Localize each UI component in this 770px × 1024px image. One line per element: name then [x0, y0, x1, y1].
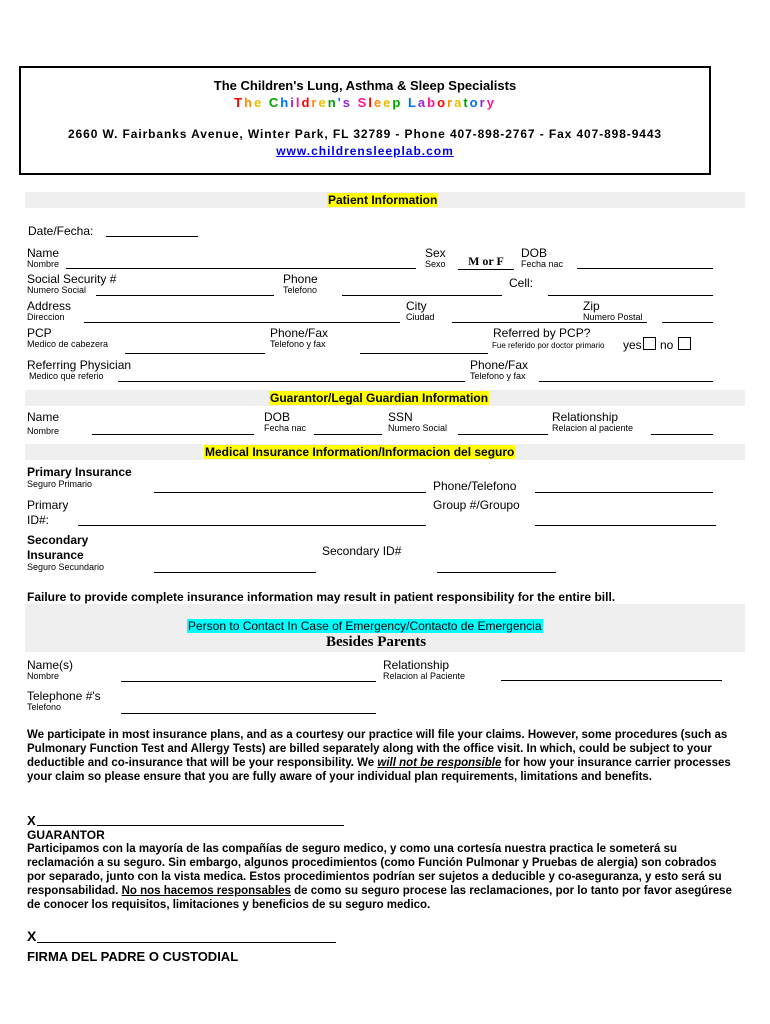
- guarantor-name-label: Name: [27, 410, 60, 424]
- secondary-insurance-label-2: Insurance: [27, 548, 84, 562]
- guarantor-signature-x: X: [27, 813, 36, 828]
- policy-english-a: We participate in most insurance plans, and as a courtesy our practice will file your claims. However, some procedures (such as Pulmonary Function Test and Allergy Tests) are billed separately along with the office visit. In which, could be subject to your deductible and co-insurance that will be your responsibility. We: [27, 729, 728, 769]
- lab-name-letter: r: [447, 95, 455, 110]
- primary-insurance-field[interactable]: [154, 492, 426, 493]
- guarantor-heading: Guarantor/Legal Guardian Information: [270, 391, 489, 405]
- emergency-rel-field[interactable]: [501, 680, 722, 681]
- lab-name-letter: n: [327, 95, 338, 110]
- clinic-name: The Children's Lung, Asthma & Sleep Specialists: [213, 78, 517, 93]
- secondary-insurance-field[interactable]: [154, 572, 316, 573]
- sex-field[interactable]: M or F: [458, 254, 514, 270]
- primary-insurance-sub: Seguro Primario: [27, 479, 93, 489]
- parent-signature-x: X: [27, 928, 37, 944]
- city-sub: Ciudad: [406, 312, 435, 322]
- lab-name-letter: r: [479, 95, 487, 110]
- emergency-tel-field[interactable]: [121, 713, 376, 714]
- no-option[interactable]: [660, 337, 691, 352]
- referred-label: Referred by PCP?: [493, 326, 591, 340]
- insurance-phone-label: Phone/Telefono: [433, 479, 517, 493]
- name-field[interactable]: [66, 268, 416, 269]
- address-label: Address: [27, 299, 72, 313]
- yes-label: yes: [623, 338, 642, 352]
- primary-id-label-2: ID#:: [27, 513, 50, 527]
- sex-label: Sex: [425, 246, 446, 260]
- lab-name-letter: y: [486, 95, 496, 110]
- lab-name-letter: l: [295, 95, 302, 110]
- insurance-phone-field[interactable]: [535, 492, 713, 493]
- date-field[interactable]: [106, 236, 198, 237]
- ref-physician-field[interactable]: [118, 381, 465, 382]
- secondary-id-field[interactable]: [437, 572, 556, 573]
- ssn-sub: Numero Social: [27, 285, 87, 295]
- group-label: Group #/Groupo: [433, 498, 520, 512]
- emergency-names-field[interactable]: [121, 681, 376, 682]
- zip-sub: Numero Postal: [583, 312, 643, 322]
- emergency-tel-label: Telephone #'s: [27, 689, 101, 703]
- guarantor-dob-label: DOB: [264, 410, 291, 424]
- lab-name-letter: d: [301, 95, 312, 110]
- guarantor-signature-field[interactable]: [37, 825, 344, 826]
- emergency-rel-sub: Relacion al Paciente: [383, 671, 466, 681]
- guarantor-name-sub: Nombre: [27, 426, 60, 436]
- lab-name-letter: o: [437, 95, 448, 110]
- guarantor-rel-field[interactable]: [651, 434, 713, 435]
- lab-name-letter: ': [337, 95, 343, 110]
- guarantor-dob-sub: Fecha nac: [264, 423, 307, 433]
- group-field[interactable]: [535, 525, 716, 526]
- primary-id-label: Primary: [27, 498, 69, 512]
- sex-sub: Sexo: [425, 259, 446, 269]
- policy-spanish-a: Participamos con la mayoría de las compañías de seguro medico, y como una cortesía nuestra practica le someterá su reclamación a su seguro. Sin embargo, algunos procedimientos (como Función Pulmonar y Pruebas de alergia) son cobrados por separado, junto con la vista medica. Estos procedimientos podrían ser sujetos a deducible y co-aseguranza, y esto será su responsabilidad.: [27, 843, 722, 897]
- lab-name-letter: h: [280, 95, 291, 110]
- guarantor-ssn-field[interactable]: [458, 434, 548, 435]
- parent-signature-label: FIRMA DEL PADRE O CUSTODIAL: [27, 949, 239, 964]
- guarantor-dob-field[interactable]: [314, 434, 382, 435]
- emergency-names-sub: Nombre: [27, 671, 60, 681]
- lab-name-letter: C: [268, 95, 281, 110]
- policy-spanish-b: de como su seguro procese las reclamaciones, por lo tanto por favor asegúrese de conocer los requisitos, limitaciones y beneficios de su seguro medico.: [27, 885, 732, 911]
- clinic-address: 2660 W. Fairbanks Avenue, Winter Park, FL 32789 - Phone 407-898-2767 - Fax 407-898-9443: [67, 127, 662, 141]
- address-sub: Direccion: [27, 312, 65, 322]
- secondary-insurance-sub: Seguro Secundario: [27, 562, 105, 572]
- phone-field[interactable]: [342, 295, 502, 296]
- phone-fax-label: Phone/Fax: [270, 326, 329, 340]
- ref-physician-sub: Medico que referio: [29, 371, 104, 381]
- pcp-label: PCP: [27, 326, 52, 340]
- ref-physician-label: Referring Physician: [27, 358, 132, 372]
- ref-phone-fax-sub: Telefono y fax: [470, 371, 526, 381]
- address-field[interactable]: [84, 322, 400, 323]
- ref-phone-fax-label: Phone/Fax: [470, 358, 529, 372]
- secondary-insurance-label: Secondary: [27, 533, 89, 547]
- lab-name: [19, 95, 711, 110]
- guarantor-rel-label: Relationship: [552, 410, 619, 424]
- primary-insurance-label: Primary Insurance: [27, 465, 132, 479]
- lab-name-letter: e: [373, 95, 384, 110]
- guarantor-ssn-sub: Numero Social: [388, 423, 448, 433]
- lab-name-letter: e: [253, 95, 264, 110]
- emergency-tel-sub: Telefono: [27, 702, 62, 712]
- city-field[interactable]: [452, 322, 647, 323]
- lab-name-letter: p: [392, 95, 403, 110]
- secondary-id-label: Secondary ID#: [322, 544, 402, 558]
- phone-fax-field[interactable]: [360, 353, 488, 354]
- no-label: no: [660, 338, 674, 352]
- emergency-heading: Person to Contact In Case of Emergency/Contacto de Emergencia: [188, 619, 542, 633]
- emergency-subheading: Besides Parents: [326, 634, 427, 650]
- lab-name-letter: L: [407, 95, 418, 110]
- guarantor-name-field[interactable]: [92, 434, 254, 435]
- zip-label: Zip: [583, 299, 600, 313]
- lab-name-letter: t: [463, 95, 470, 110]
- lab-name-letter: r: [311, 95, 319, 110]
- lab-name-letter: h: [244, 95, 254, 110]
- lab-name-letter: a: [454, 95, 464, 110]
- city-label: City: [406, 299, 427, 313]
- name-label: Name: [27, 246, 60, 260]
- lab-name-letter: b: [427, 95, 438, 110]
- lab-name-letter: S: [357, 95, 369, 110]
- policy-spanish: [27, 842, 732, 912]
- phone-sub: Telefono: [283, 285, 318, 295]
- phone-label: Phone: [283, 272, 318, 286]
- guarantor-signature-label: GUARANTOR: [27, 828, 105, 842]
- emergency-names-label: Name(s): [27, 658, 74, 672]
- lab-name-letter: a: [417, 95, 428, 110]
- lab-name-letter: e: [383, 95, 393, 110]
- ref-phone-fax-field[interactable]: [539, 381, 713, 382]
- website-link[interactable]: www.childrensleeplab.com: [276, 144, 454, 158]
- policy-spanish-em: No nos hacemos responsables: [121, 885, 291, 897]
- parent-signature-field[interactable]: [37, 942, 336, 943]
- insurance-heading: Medical Insurance Information/Informacion del seguro: [205, 445, 515, 459]
- ssn-label: Social Security #: [27, 272, 117, 286]
- cell-label: Cell:: [509, 276, 534, 290]
- yes-option[interactable]: [623, 337, 656, 352]
- lab-name-letter: e: [318, 95, 328, 110]
- dob-label: DOB: [521, 246, 548, 260]
- dob-sub: Fecha nac: [521, 259, 564, 269]
- insurance-warning: Failure to provide complete insurance information may result in patient responsibility for the entire bill.: [27, 590, 616, 604]
- lab-name-letter: o: [469, 95, 480, 110]
- guarantor-ssn-label: SSN: [388, 410, 413, 424]
- emergency-rel-label: Relationship: [383, 658, 450, 672]
- zip-field[interactable]: [662, 322, 713, 323]
- cell-field[interactable]: [548, 295, 713, 296]
- referred-sub: Fue referido por doctor primario: [492, 341, 605, 350]
- policy-english-em: will not be responsible: [377, 757, 502, 769]
- date-label: Date/Fecha:: [28, 224, 94, 238]
- primary-id-field[interactable]: [78, 525, 426, 526]
- phone-fax-sub: Telefono y fax: [270, 339, 326, 349]
- pcp-sub: Medico de cabezera: [27, 339, 109, 349]
- policy-english-b: for how your insurance carrier processes your claim so please ensure that you are fully aware of your individual plan requirements, limitations and benefits.: [27, 757, 731, 783]
- guarantor-rel-sub: Relacion al paciente: [552, 423, 634, 433]
- yes-checkbox[interactable]: [643, 337, 656, 350]
- lab-name-letter: i: [290, 95, 296, 110]
- dob-field[interactable]: [577, 268, 713, 269]
- lab-name-letter: l: [368, 95, 374, 110]
- name-sub: Nombre: [27, 259, 60, 269]
- lab-name-letter: T: [234, 95, 245, 110]
- patient-heading: Patient Information: [328, 193, 438, 207]
- pcp-field[interactable]: [125, 353, 265, 354]
- ssn-field[interactable]: [96, 295, 274, 296]
- no-checkbox[interactable]: [678, 337, 691, 350]
- policy-english: [27, 728, 739, 784]
- lab-name-letter: s: [342, 95, 352, 110]
